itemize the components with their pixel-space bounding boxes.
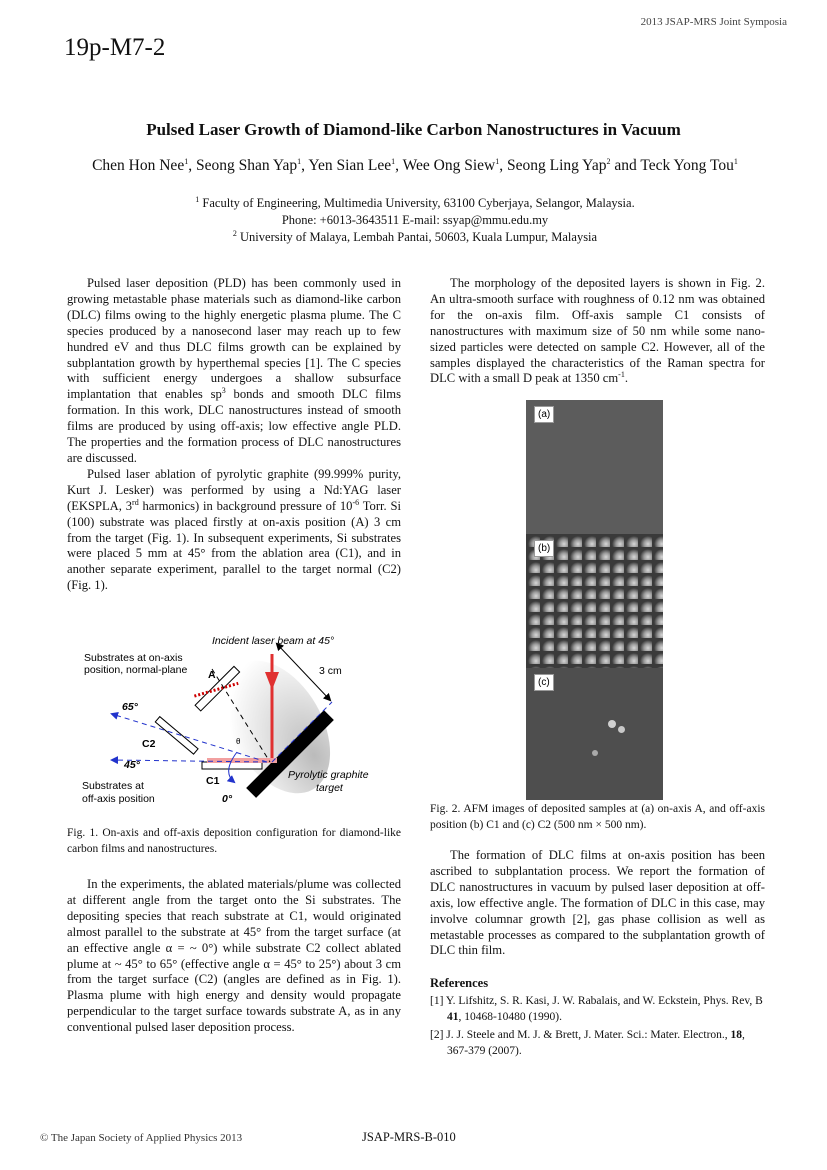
left-column-text [67,276,401,594]
afm-particle [618,726,625,733]
paragraph-conclusion: The formation of DLC films at on-axis position has been ascribed to subplantation process. We report the formation of DLC nanostructures in vacuum by pulsed laser deposition at off-axis, low effective angle. The formation of DLC in this case, may involve columnar growth [2], gas phase collision as well as metastable processes as compared to the subplantation growth of DLC thin film. [430,848,765,958]
label-0deg: 0° [222,793,233,805]
paragraph-experiments: In the experiments, the ablated materials/plume was collected at different angle from the target onto the Si substrates. The depositing species that reach substrate at C1, would originated almost parallel to the substrate at 45° from the target surface (at an effective angle α = ~ 0°) while substrate C2 collect ablated plume at ~ 45° to 65° (effective angle α = 45° to 25°) about 3 cm from the target surface (C2) (angles are defined as in Fig. 1). Plasma plume with high energy and density would propagate perpendicular to the target surface towards substrate A, as in any conventional pulsed laser deposition process. [67,877,401,1035]
figure-1-diagram [72,632,402,814]
label-offaxis-2: off-axis position [82,793,155,805]
affiliations [60,195,770,246]
label-target-2: target [316,782,343,794]
paper-id: 19p-M7-2 [64,34,166,61]
paragraph-morphology: The morphology of the deposited layers is shown in Fig. 2. An ultra-smooth surface with roughness of 0.12 nm was obtained for the on-axis film. Off-axis sample C1 consists of nanostructures with maximum size of 50 nm while some nano-sized particles were detected on sample C2. However, all of the samples displayed the characteristics of the Raman spectra for DLC with a small D peak at 1350 $cm^{-1}$. [430,276,765,386]
reference-item: [1] Y. Lifshitz, S. R. Kasi, J. W. Rabalais, and W. Eckstein, Phys. Rev, B 41, 10468-10480 (1990). [430,995,763,1023]
label-c1: C1 [206,775,220,787]
author-name: Wee Ong Siew [402,157,496,174]
author-name: Seong Shan Yap [195,157,298,174]
label-incident-beam: Incident laser beam at 45° [212,635,335,647]
references-section [430,976,765,1059]
contact-info: Phone: +6013-3643511 E-mail: ssyap@mmu.edu.my [281,213,549,227]
label-target-1: Pyrolytic graphite [288,769,369,781]
label-c2: C2 [142,738,156,750]
right-column-text-2 [430,848,765,959]
afm-label-c: (c) [534,674,554,691]
afm-particle [592,750,598,756]
symposium-header: 2013 JSAP-MRS Joint Symposia [640,16,787,28]
substrate-c1 [202,762,262,769]
afm-label-b: (b) [534,540,554,557]
figure-1-caption: Fig. 1. On-axis and off-axis deposition configuration for diamond-like carbon films and nanostructures. [67,827,401,855]
affiliation-2: $^2$ University of Malaya, Lembah Pantai, 50603, Kuala Lumpur, Malaysia [232,228,598,244]
figure-2-afm-images [526,400,663,800]
afm-particle [608,720,616,728]
references-title: References [430,976,489,990]
afm-image-a [526,400,663,534]
left-column-text-2 [67,877,401,1036]
label-65deg: 65° [122,701,138,713]
right-column-text [430,276,765,387]
afm-label-a: (a) [534,406,554,423]
copyright-footer: © The Japan Society of Applied Physics 2013 [40,1132,243,1144]
label-theta: θ [236,737,241,746]
figure-2-caption: Fig. 2. AFM images of deposited samples at (a) on-axis A, and off-axis position (b) C1 and (c) C2 (500 nm × 500 nm). [430,803,765,831]
paper-code-footer: JSAP-MRS-B-010 [362,1130,456,1144]
label-onaxis-2: position, normal-plane [84,664,188,676]
author-name: Seong Ling Yap [506,157,607,174]
reference-item: [2] J. J. Steele and M. J. & Brett, J. Mater. Sci.: Mater. Electron., 18, 367-379 (2007). [430,1029,745,1057]
label-a: A [208,669,216,681]
paper-title: Pulsed Laser Growth of Diamond-like Carbon Nanostructures in Vacuum [146,120,681,139]
paragraph-method: Pulsed laser ablation of pyrolytic graphite (99.999% purity, Kurt J. Lesker) was performed by using a Nd:YAG laser (EKSPLA, 3rd harmonics) in background pressure of $10^{-6}$ Torr. Si (100) substrate was placed firstly at on-axis position (A) 3 cm from the target (Fig. 1). In subsequent experiments, Si substrates were placed 5 mm at 45° from the ablation area (C1), and in another separate experiment, parallel to the target normal (C2) (Fig. 1). [67,466,401,593]
author-list: Chen Hon Nee$^1$, Seong Shan Yap$^1$, Yen Sian Lee$^1$, Wee Ong Siew$^1$, Seong Ling Yap$^2$ and Teck Yong Tou$^1$ [92,156,738,174]
author-name: Teck Yong Tou [640,157,734,174]
label-distance: 3 cm [319,665,342,677]
afm-image-b [526,534,663,668]
substrate-c2 [155,717,198,755]
afm-image-c [526,668,663,800]
label-45deg: 45° [124,759,140,771]
label-onaxis-1: Substrates at on-axis [84,652,183,664]
paragraph-intro: Pulsed laser deposition (PLD) has been commonly used in growing metastable phase materials such as diamond-like carbon (DLC) films owing to the highly energetic plasma plume. The C species produced by a nanosecond laser may reach up to few hundred eV and thus DLC films growth can be explained by subplantation growth by hyperthemal species [1]. The C species with sufficient energy undergoes a shallow subsurface implantation that enables $sp^3$ bonds and smooth DLC films formation. In this work, DLC nanostructures instead of smooth films are produced by using off-axis; low effective angle PLD. The properties and the formation process of DLC nanostructures are discussed. [67,276,401,465]
label-offaxis-1: Substrates at [82,780,144,792]
affiliation-1: $^1$ Faculty of Engineering, Multimedia University, 63100 Cyberjaya, Selangor, Malaysia. [195,194,635,210]
author-name: Chen Hon Nee [92,157,185,174]
author-name: Yen Sian Lee [308,157,392,174]
